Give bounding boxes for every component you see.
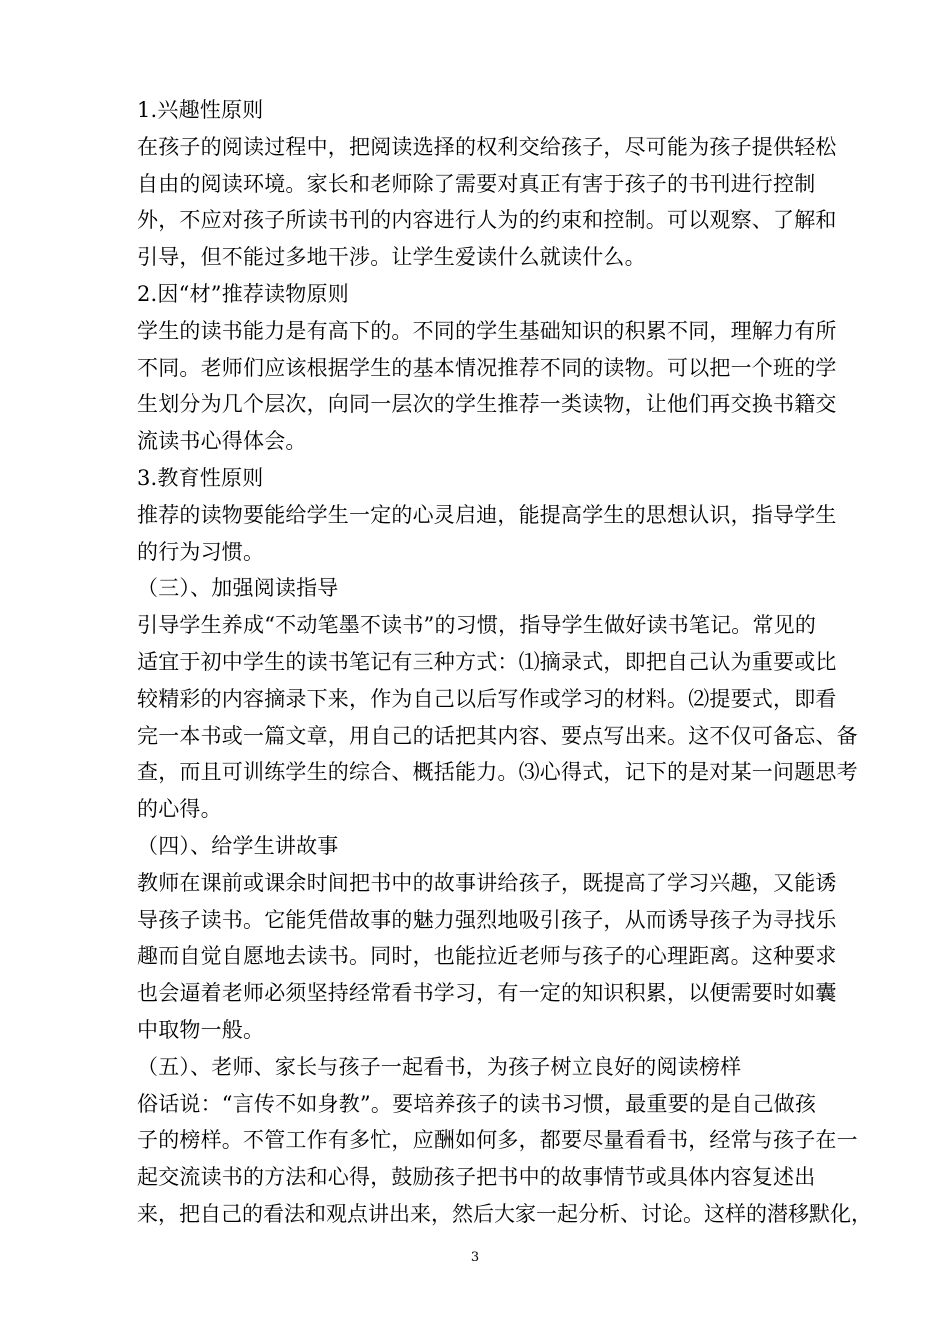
text-line: 也会逼着老师必须坚持经常看书学习，有一定的知识积累，以便需要时如囊 [137, 981, 837, 1006]
text-line: 自由的阅读环境。家长和老师除了需要对真正有害于孩子的书刊进行控制 [137, 171, 816, 196]
text-line: 的行为习惯。 [137, 539, 265, 564]
text-line: 引导学生养成“不动笔墨不读书”的习惯，指导学生做好读书笔记。常见的 [137, 613, 817, 638]
body-text [137, 92, 872, 1233]
text-line: 推荐的读物要能给学生一定的心灵启迪，能提高学生的思想认识，指导学生 [137, 502, 837, 527]
text-line: 在孩子的阅读过程中，把阅读选择的权利交给孩子，尽可能为孩子提供轻松 [137, 134, 837, 159]
text-line: 查，而且可训练学生的综合、概括能力。⑶心得式，记下的是对某一问题思考 [137, 760, 858, 785]
page-number: 3 [470, 1250, 480, 1265]
text-line: （四）、给学生讲故事 [137, 833, 339, 858]
text-line: 的心得。 [137, 797, 222, 822]
text-line: 1.兴趣性原则 [137, 98, 264, 122]
text-line: 起交流读书的方法和心得，鼓励孩子把书中的故事情节或具体内容复述出 [137, 1165, 816, 1190]
text-line: 趣而自觉自愿地去读书。同时，也能拉近老师与孩子的心理距离。这种要求 [137, 944, 837, 969]
text-line: 引导，但不能过多地干涉。让学生爱读什么就读什么。 [137, 245, 646, 270]
text-line: 生划分为几个层次，向同一层次的学生推荐一类读物，让他们再交换书籍交 [137, 392, 837, 417]
text-line: 流读书心得体会。 [137, 429, 307, 454]
text-line: 完一本书或一篇文章，用自己的话把其内容、要点写出来。这不仅可备忘、备 [137, 723, 858, 748]
text-line: 中取物一般。 [137, 1017, 265, 1042]
text-line: 较精彩的内容摘录下来，作为自己以后写作或学习的材料。⑵提要式，即看 [137, 686, 837, 711]
text-line: 外，不应对孩子所读书刊的内容进行人为的约束和控制。可以观察、了解和 [137, 208, 837, 233]
text-line: 学生的读书能力是有高下的。不同的学生基础知识的积累不同，理解力有所 [137, 318, 837, 343]
text-line: （三）、加强阅读指导 [137, 576, 339, 601]
text-line: 3.教育性原则 [137, 465, 264, 490]
text-line: 导孩子读书。它能凭借故事的魅力强烈地吸引孩子，从而诱导孩子为寻找乐 [137, 907, 837, 932]
text-line: 教师在课前或课余时间把书中的故事讲给孩子，既提高了学习兴趣，又能诱 [137, 870, 837, 895]
text-line: 不同。老师们应该根据学生的基本情况推荐不同的读物。可以把一个班的学 [137, 355, 837, 380]
text-line: 适宜于初中学生的读书笔记有三种方式：⑴摘录式，即把自己认为重要或比 [137, 649, 837, 674]
text-line: 2.因“材”推荐读物原则 [137, 281, 349, 306]
text-line: 来，把自己的看法和观点讲出来，然后大家一起分析、讨论。这样的潜移默化， [137, 1201, 872, 1226]
text-line: 俗话说：“言传不如身教”。要培养孩子的读书习惯，最重要的是自己做孩 [137, 1091, 817, 1116]
text-line: （五）、老师、家长与孩子一起看书，为孩子树立良好的阅读榜样 [137, 1054, 742, 1079]
text-line: 子的榜样。不管工作有多忙，应酬如何多，都要尽量看看书，经常与孩子在一 [137, 1128, 858, 1153]
